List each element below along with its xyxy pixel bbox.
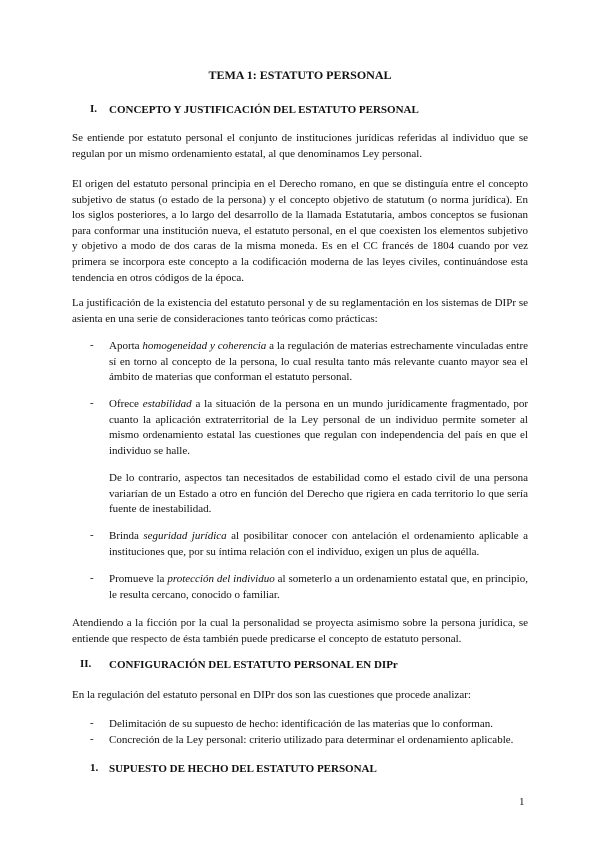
- list-item-supuesto: Delimitación de su supuesto de hecho: identificación de las materias que lo conforman.: [109, 718, 493, 730]
- section-1-heading: CONCEPTO Y JUSTIFICACIÓN DEL ESTATUTO PERSONAL: [109, 104, 419, 116]
- paragraph-definition: Se entiende por estatuto personal el conjunto de instituciones jurídicas referidas al individuo que se regulan por un mismo ordenamiento estatal, al que denominamos Ley personal.: [72, 132, 528, 160]
- bullet-homogeneidad: Aporta homogeneidad y coherencia a la regulación de materias estrechamente vinculadas entre sí en torno al concepto de la persona, lo cual resulta tanto más relevante cuanto mayor sea el ámbito de materias que conforman el estatuto personal.: [109, 340, 529, 384]
- bullet-dash: -: [90, 339, 94, 351]
- bullet-estabilidad-continuation: De lo contrario, aspectos tan necesitados de estabilidad como el estado civil de una persona variarían de un Estado a otro en función del Derecho que rigiera en cada territorio lo que sería fuente de inestabilidad.: [109, 472, 528, 516]
- bullet-dash: -: [90, 397, 94, 409]
- paragraph-cuestiones: En la regulación del estatuto personal en DIPr dos son las cuestiones que procede analizar:: [72, 689, 471, 701]
- bullet-estabilidad: Ofrece estabilidad a la situación de la persona en un mundo jurídicamente fragmentado, por cuanto la aplicación extraterritorial de la Ley personal de un individuo permite someter al mismo ordenamiento estatal las cuestiones que regulan con independencia del país en que el individuo se halle.: [109, 398, 528, 457]
- section-3-heading: SUPUESTO DE HECHO DEL ESTATUTO PERSONAL: [109, 763, 377, 775]
- section-1-number: I.: [90, 103, 98, 115]
- paragraph-justification: La justificación de la existencia del estatuto personal y de su reglamentación en los sistemas de DIPr se asienta en una serie de consideraciones tanto teóricas como prácticas:: [72, 297, 528, 325]
- bullet-seguridad-juridica: Brinda seguridad jurídica al posibilitar conocer con antelación el ordenamiento aplicable a instituciones que, por su íntima relación con el individuo, exigen un plus de aquélla.: [109, 530, 528, 558]
- list-item-ley-personal: Concreción de la Ley personal: criterio utilizado para determinar el ordenamiento aplicable.: [109, 734, 514, 746]
- section-2-heading: CONFIGURACIÓN DEL ESTATUTO PERSONAL EN DIPr: [109, 659, 398, 671]
- bullet-dash: -: [90, 572, 94, 584]
- list-dash: -: [90, 717, 94, 729]
- document-title: TEMA 1: ESTATUTO PERSONAL: [208, 68, 392, 82]
- section-2-number: II.: [80, 658, 92, 670]
- paragraph-persona-juridica: Atendiendo a la ficción por la cual la personalidad se proyecta asimismo sobre la persona jurídica, se entiende que respecto de ésta también puede predicarse el concepto de estatuto personal.: [72, 617, 528, 645]
- page-number: 1: [519, 796, 525, 808]
- section-3-number: 1.: [90, 762, 99, 774]
- list-dash: -: [90, 733, 94, 745]
- paragraph-origin: El origen del estatuto personal principia en el Derecho romano, en que se distinguía entre el concepto subjetivo de status (o estado de la persona) y el concepto objetivo de statutum (o norma jurídica). En los siglos posteriores, a lo largo del desarrollo de la llamada Estatutaria, ambos conceptos se fusionan para conformar una institución nueva, el estatuto personal, en el que coexisten los elementos subjetivo y objetivo a modo de dos caras de la misma moneda. Es en el CC francés de 1804 cuando por vez primera se incorpora este concepto a la codificación moderna de las leyes civiles, continuándose esta tendencia en otros códigos de la época.: [72, 178, 528, 284]
- bullet-proteccion: Promueve la protección del individuo al someterlo a un ordenamiento estatal que, en principio, le resulta cercano, conocido o familiar.: [109, 573, 528, 601]
- bullet-dash: -: [90, 529, 94, 541]
